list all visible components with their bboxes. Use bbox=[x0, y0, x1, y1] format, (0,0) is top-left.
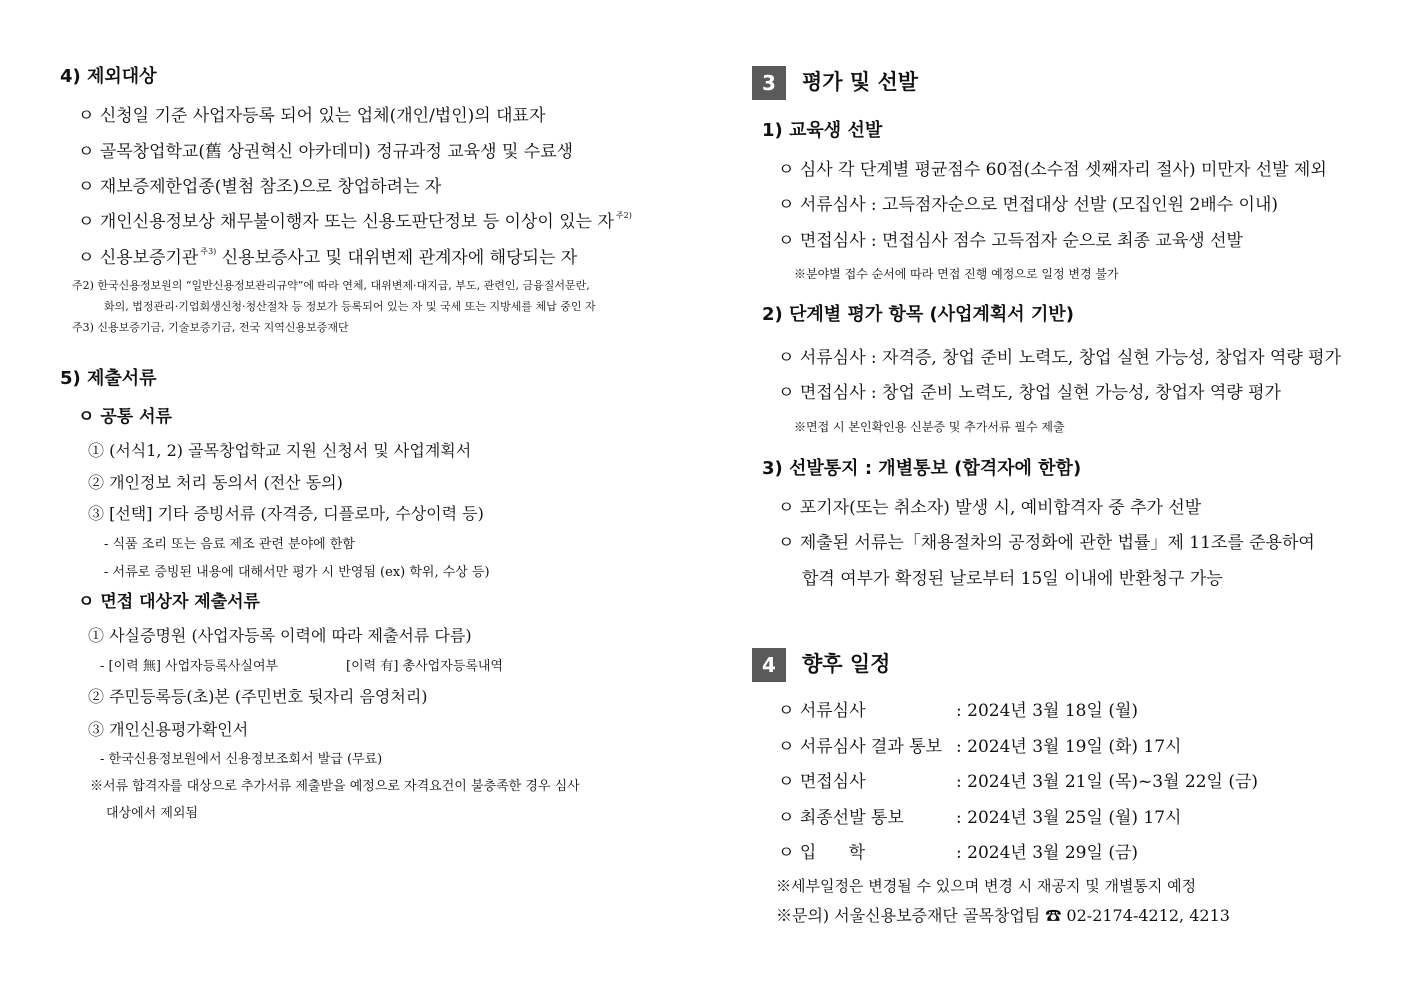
schedule-value: : 2024년 3월 25일 (월) 17시 bbox=[956, 808, 1182, 828]
eval-item: ㅇ 면접심사 : 면접심사 점수 고득점자 순으로 최종 교육생 선발 bbox=[778, 231, 1243, 251]
footnote: 주2) 한국신용정보원의 “일반신용정보관리규약”에 따라 연체, 대위변제·대지급, 부도, 관련인, 금융질서문란, bbox=[72, 279, 590, 292]
section-3-title: 평가 및 선발 bbox=[802, 70, 919, 94]
section-number-badge: 4 bbox=[752, 648, 786, 682]
schedule-label: ㅇ 서류심사 bbox=[778, 701, 866, 721]
doc-subitem: - 서류로 증빙된 내용에 대해서만 평가 시 반영됨 (ex) 학위, 수상 등) bbox=[104, 565, 490, 580]
schedule-value: : 2024년 3월 29일 (금) bbox=[956, 843, 1139, 863]
exclusion-item: ㅇ 개인신용정보상 채무불이행자 또는 신용도판단정보 등 이상이 있는 자 $^{주2)}$ bbox=[78, 211, 632, 232]
eval-item: ㅇ 서류심사 : 자격증, 창업 준비 노력도, 창업 실현 가능성, 창업자 역량 평가 bbox=[778, 348, 1342, 368]
eval-note: ※분야별 접수 순서에 따라 면접 진행 예정으로 일정 변경 불가 bbox=[794, 267, 1119, 281]
section-4-title: 향후 일정 bbox=[802, 652, 891, 676]
doc-item: ③ 개인신용평가확인서 bbox=[88, 720, 249, 739]
section-number-badge: 3 bbox=[752, 66, 786, 100]
doc-subitem: - 식품 조리 또는 음료 제조 관련 분야에 한함 bbox=[104, 537, 355, 552]
subsection-title: 3) 선발통지 : 개별통보 (합격자에 한함) bbox=[762, 458, 1082, 479]
section-4-title: 4) 제외대상 bbox=[60, 66, 157, 87]
subsection-title: 2) 단계별 평가 항목 (사업계획서 기반) bbox=[762, 304, 1074, 325]
footnote: 주3) 신용보증기금, 기술보증기금, 전국 지역신용보증재단 bbox=[72, 321, 349, 334]
schedule-label: ㅇ 입 학 bbox=[778, 843, 866, 863]
doc-subitem: - [이력 無] 사업자등록사실여부 bbox=[100, 659, 279, 674]
eval-item: ㅇ 면접심사 : 창업 준비 노력도, 창업 실현 가능성, 창업자 역량 평가 bbox=[778, 383, 1281, 403]
doc-item: ② 개인정보 처리 동의서 (전산 동의) bbox=[88, 473, 343, 492]
interview-docs-heading: ㅇ 면접 대상자 제출서류 bbox=[78, 592, 260, 612]
exclusion-item: ㅇ 골목창업학교(舊 상권혁신 아카데미) 정규과정 교육생 및 수료생 bbox=[78, 142, 574, 162]
schedule-label: ㅇ 최종선발 통보 bbox=[778, 808, 904, 828]
common-docs-heading: ㅇ 공통 서류 bbox=[78, 407, 172, 427]
schedule-label: ㅇ 서류심사 결과 통보 bbox=[778, 737, 943, 757]
exclusion-item: ㅇ 재보증제한업종(별첨 참조)으로 창업하려는 자 bbox=[78, 177, 442, 197]
eval-note: ※면접 시 본인확인용 신분증 및 추가서류 필수 제출 bbox=[794, 420, 1065, 434]
doc-item: ③ [선택] 기타 증빙서류 (자격증, 디플로마, 수상이력 등) bbox=[88, 504, 484, 523]
doc-item: ① (서식1, 2) 골목창업학교 지원 신청서 및 사업계획서 bbox=[88, 441, 472, 460]
doc-subitem: [이력 有] 총사업자등록내역 bbox=[346, 659, 503, 674]
note: 대상에서 제외됨 bbox=[106, 806, 199, 821]
schedule-note: ※세부일정은 변경될 수 있으며 변경 시 재공지 및 개별통지 예정 bbox=[776, 877, 1197, 895]
subsection-title: 1) 교육생 선발 bbox=[762, 120, 883, 141]
section-5-title: 5) 제출서류 bbox=[60, 368, 157, 389]
eval-item: ㅇ 심사 각 단계별 평균점수 60점(소수점 셋째자리 절사) 미만자 선발 제외 bbox=[778, 160, 1327, 180]
note: ※서류 합격자를 대상으로 추가서류 제출받을 예정으로 자격요건이 불충족한 경우 심사 bbox=[90, 779, 580, 794]
contact-note: ※문의) 서울신용보증재단 골목창업팀 ☎ 02-2174-4212, 4213 bbox=[776, 906, 1230, 925]
doc-item: ② 주민등록등(초)본 (주민번호 뒷자리 음영처리) bbox=[88, 687, 428, 706]
schedule-value: : 2024년 3월 19일 (화) 17시 bbox=[956, 737, 1182, 757]
exclusion-item: ㅇ 신청일 기준 사업자등록 되어 있는 업체(개인/법인)의 대표자 bbox=[78, 106, 546, 126]
eval-item: 합격 여부가 확정된 날로부터 15일 이내에 반환청구 가능 bbox=[802, 569, 1223, 589]
schedule-label: ㅇ 면접심사 bbox=[778, 772, 866, 792]
schedule-value: : 2024년 3월 21일 (목)~3월 22일 (금) bbox=[956, 772, 1259, 792]
doc-subitem: - 한국신용정보원에서 신용정보조회서 발급 (무료) bbox=[100, 752, 383, 767]
eval-item: ㅇ 포기자(또는 취소자) 발생 시, 예비합격자 중 추가 선발 bbox=[778, 498, 1202, 518]
schedule-value: : 2024년 3월 18일 (월) bbox=[956, 701, 1139, 721]
footnote: 화의, 법정관리·기업회생신청·청산절차 등 정보가 등록되어 있는 자 및 국세 또는 지방세를 체납 중인 자 bbox=[104, 300, 596, 313]
doc-item: ① 사실증명원 (사업자등록 이력에 따라 제출서류 다름) bbox=[88, 626, 472, 645]
eval-item: ㅇ 서류심사 : 고득점자순으로 면접대상 선발 (모집인원 2배수 이내) bbox=[778, 195, 1279, 215]
exclusion-item: ㅇ 신용보증기관 $^{주3)}$ 신용보증사고 및 대위변제 관계자에 해당되는 자 bbox=[78, 247, 578, 268]
eval-item: ㅇ 제출된 서류는「채용절차의 공정화에 관한 법률」제 11조를 준용하여 bbox=[778, 533, 1315, 553]
